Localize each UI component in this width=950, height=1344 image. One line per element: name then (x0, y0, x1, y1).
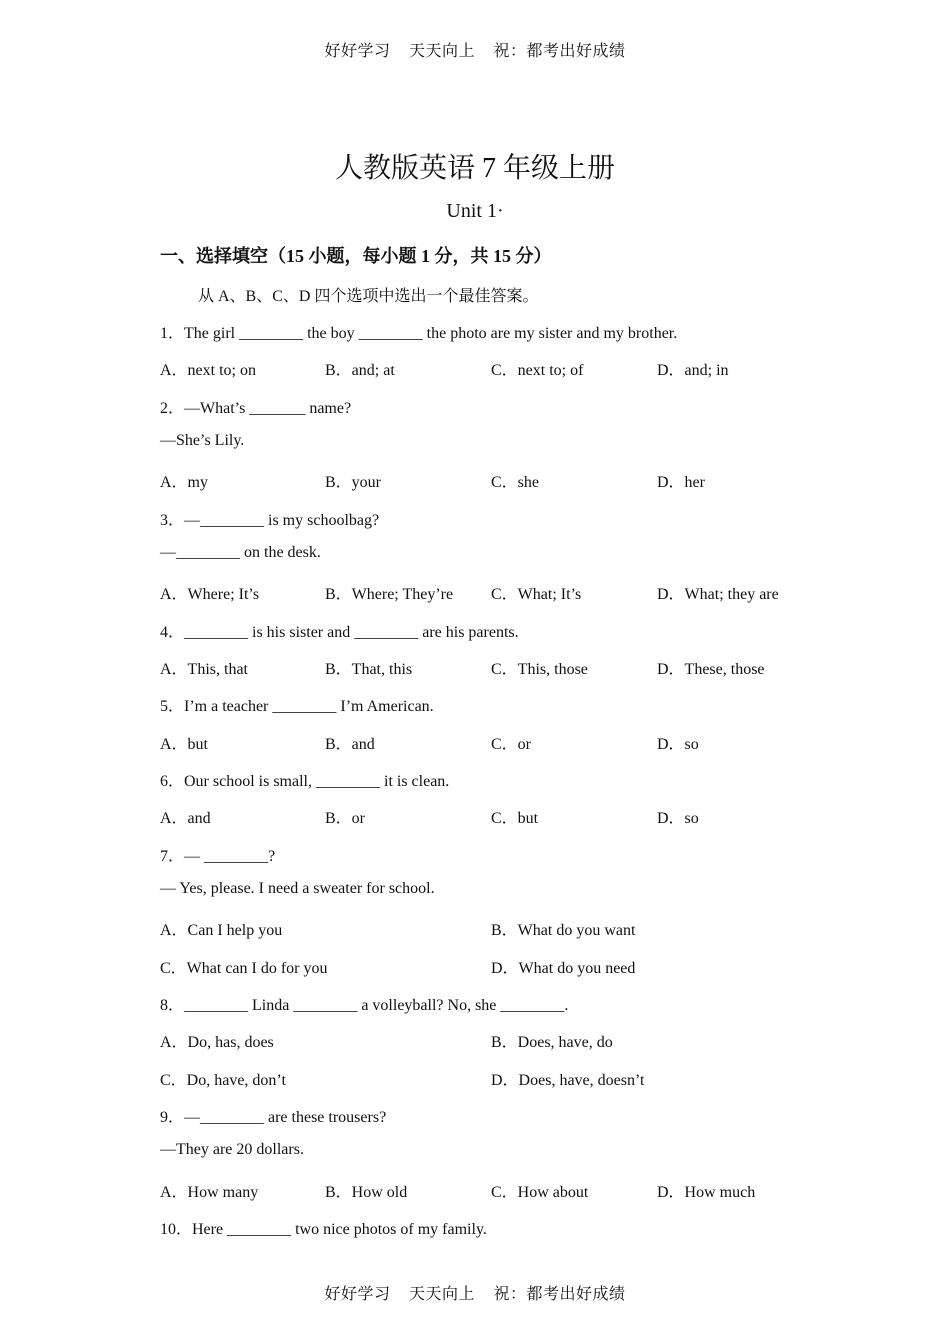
q2-option-d: D．her (657, 474, 705, 491)
q8-option-d: D．Does, have, doesn’t (491, 1072, 645, 1089)
q9-option-b: B．How old (325, 1184, 408, 1201)
question-10-stem: 10．Here ________ two nice photos of my family. (160, 1221, 487, 1238)
q4-option-a: A．This, that (160, 661, 248, 678)
footer-text-2: 天天向上 (408, 1286, 475, 1303)
q3-option-a: A．Where; It’s (160, 586, 260, 603)
footer-text-1: 好好学习 (324, 1286, 391, 1303)
q4-option-c: C．This, those (491, 661, 588, 678)
q6-option-b: B．or (325, 810, 366, 827)
section-title: 一、选择填空（15 小题，每小题 1 分，共 15 分） (160, 246, 552, 266)
question-9-reply: —They are 20 dollars. (160, 1141, 304, 1158)
q6-option-a: A．and (160, 810, 211, 827)
q2-option-c: C．she (491, 474, 540, 491)
question-8-stem: 8．________ Linda ________ a volleyball? No, she ________. (160, 997, 569, 1014)
q7-option-c: C．What can I do for you (160, 960, 328, 977)
q5-option-a: A．but (160, 736, 209, 753)
q2-option-a: A．my (160, 474, 209, 491)
question-7-reply: — Yes, please. I need a sweater for school. (160, 880, 435, 897)
page-footer (0, 1281, 950, 1304)
q8-option-a: A．Do, has, does (160, 1034, 274, 1051)
q7-option-b: B．What do you want (491, 922, 636, 939)
page-header (0, 38, 950, 61)
q1-option-b: B．and; at (325, 362, 395, 379)
question-2-stem: 2．—What’s _______ name? (160, 400, 352, 417)
q6-option-d: D．so (657, 810, 699, 827)
q9-option-d: D．How much (657, 1184, 756, 1201)
q3-option-d: D．What; they are (657, 586, 779, 603)
question-3-reply: —________ on the desk. (160, 544, 321, 561)
q5-option-c: C．or (491, 736, 532, 753)
q7-option-a: A．Can I help you (160, 922, 283, 939)
q6-option-c: C．but (491, 810, 539, 827)
q5-option-d: D．so (657, 736, 699, 753)
unit-title: Unit 1· (446, 200, 504, 222)
q3-option-b: B．Where; They’re (325, 586, 454, 603)
q1-option-d: D．and; in (657, 362, 729, 379)
question-6-stem: 6．Our school is small, ________ it is clean. (160, 773, 450, 790)
q9-option-a: A．How many (160, 1184, 259, 1201)
document-title: 人教版英语 7 年级上册 (334, 153, 615, 184)
question-4-stem: 4．________ is his sister and ________ are his parents. (160, 624, 519, 641)
q4-option-b: B．That, this (325, 661, 413, 678)
q4-option-d: D．These, those (657, 661, 765, 678)
q1-option-a: A．next to; on (160, 362, 256, 379)
q7-option-d: D．What do you need (491, 960, 636, 977)
question-2-reply: —She’s Lily. (160, 432, 245, 449)
question-9-stem: 9．—________ are these trousers? (160, 1109, 387, 1126)
question-3-stem: 3．—________ is my schoolbag? (160, 512, 380, 529)
q1-option-c: C．next to; of (491, 362, 584, 379)
question-7-stem: 7．— ________? (160, 848, 276, 865)
q3-option-c: C．What; It’s (491, 586, 582, 603)
question-5-stem: 5．I’m a teacher ________ I’m American. (160, 698, 434, 715)
header-text-2: 天天向上 (408, 43, 475, 60)
q2-option-b: B．your (325, 474, 382, 491)
section-instruction: 从 A、B、C、D 四个选项中选出一个最佳答案。 (198, 288, 539, 305)
footer-text-3: 祝：都考出好成绩 (493, 1286, 626, 1303)
q8-option-c: C．Do, have, don’t (160, 1072, 286, 1089)
q5-option-b: B．and (325, 736, 375, 753)
q9-option-c: C．How about (491, 1184, 589, 1201)
q8-option-b: B．Does, have, do (491, 1034, 613, 1051)
header-text-1: 好好学习 (324, 43, 391, 60)
question-1-stem: 1．The girl ________ the boy ________ the photo are my sister and my brother. (160, 325, 678, 342)
header-text-3: 祝：都考出好成绩 (493, 43, 626, 60)
